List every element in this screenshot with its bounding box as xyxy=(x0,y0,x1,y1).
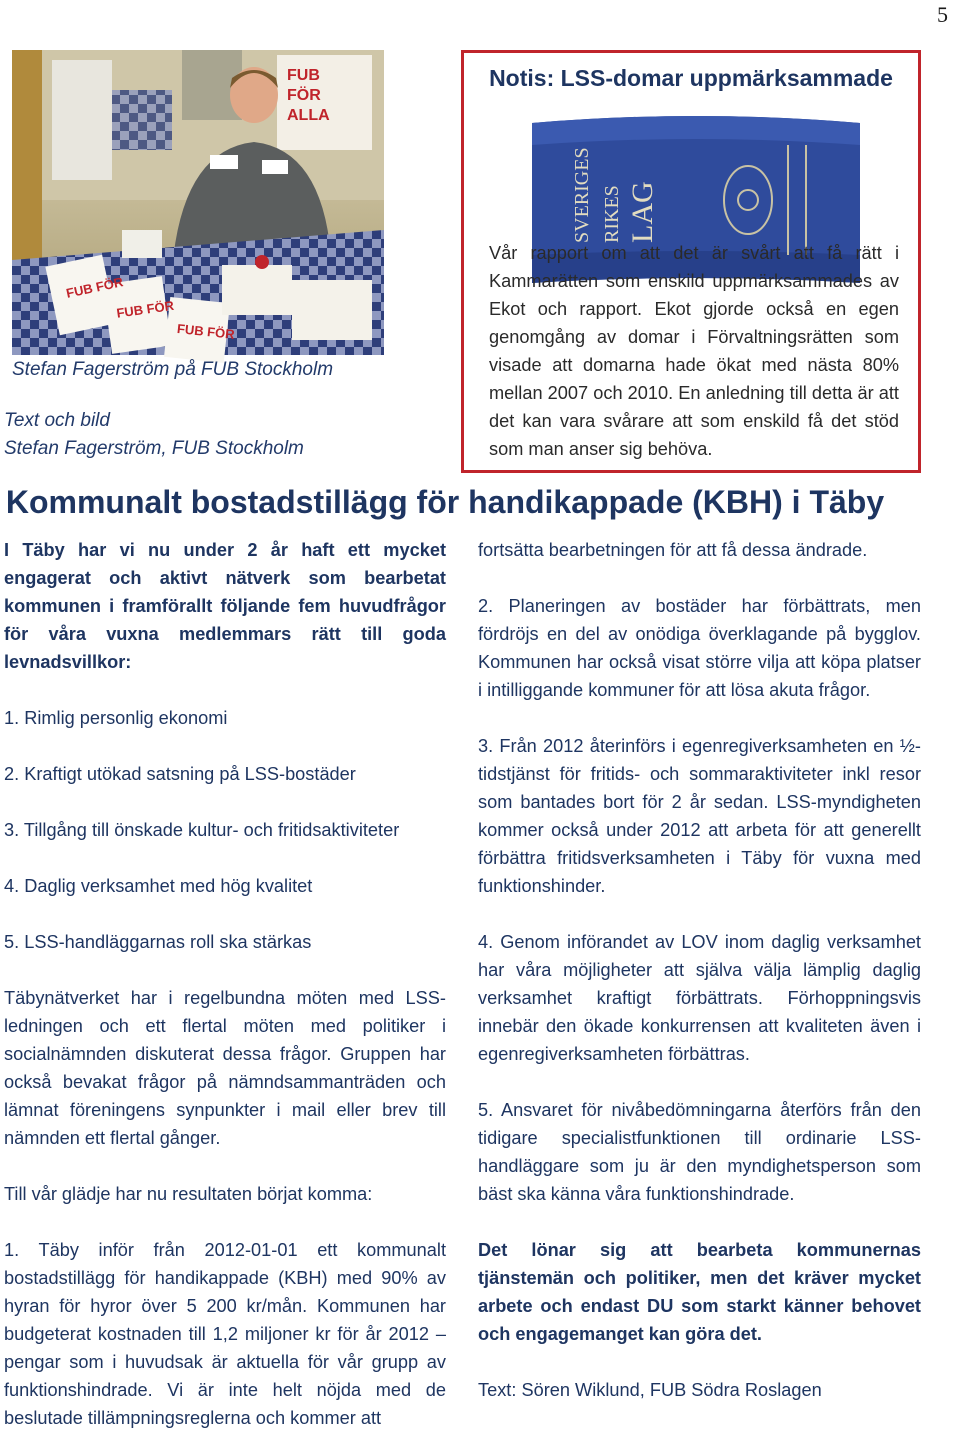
svg-text:RIKES: RIKES xyxy=(601,185,623,243)
svg-text:SVERIGES: SVERIGES xyxy=(571,147,593,243)
list-item-5: 5. LSS-handläggarnas roll ska stärkas xyxy=(4,932,312,952)
article-intro: I Täby har vi nu under 2 år haft ett mycket engagerat och aktivt nätverk som bearbetat kommunen i framförallt följande fem huvudfrågor för våra vuxna medlemmars rätt till goda levnadsvillkor: xyxy=(4,540,446,672)
list-item-1: 1. Rimlig personlig ekonomi xyxy=(4,708,228,728)
photo-caption: Stefan Fagerström på FUB Stockholm xyxy=(12,359,334,380)
svg-text:FUB: FUB xyxy=(287,67,320,84)
svg-text:FUB FÖR: FUB FÖR xyxy=(115,297,175,321)
paragraph-result-3: 3. Från 2012 återinförs i egenregiverksamheten en ½-tidstjänst för fritids- och sommaraktiviteter inkl resor som bantades bort för 2 år sedan. LSS-myndigheten kommer också under 2012 att arbeta för att generellt förbättra fritidsverksamheten i Täby för vuxna med funktionshinder. xyxy=(478,736,921,896)
paragraph-result-4: 4. Genom införandet av LOV inom daglig verksamhet har våra möjligheter att själva välja lämplig daglig verksamhet kraftigt förbättrats. Förhoppningsvis innebär den ökade konkurrensen att kvaliteten även i egenregiverksamheten förbättras. xyxy=(478,932,921,1064)
paragraph-continuation: fortsätta bearbetningen för att få dessa ändrade. xyxy=(478,540,868,560)
paragraph-result-2: 2. Planeringen av bostäder har förbättrats, men fördröjs en del av onödiga överklagande på bygglov. Kommunen har också visat större vilja att köpa platser i intilliggande kommuner för att lösa akuta frågor. xyxy=(478,596,921,700)
article-signature: Text: Sören Wiklund, FUB Södra Roslagen xyxy=(478,1380,822,1400)
article-right-column xyxy=(478,536,921,1404)
paragraph-result-5: 5. Ansvaret för nivåbedömningarna återförs från den tidigare specialistfunktionen till ordinarie LSS-handläggare som ju är den myndighetsperson som bäst ska känna våra funktionshindrade. xyxy=(478,1100,921,1204)
photo-credit-line2: Stefan Fagerström, FUB Stockholm xyxy=(4,438,304,459)
article-left-column xyxy=(4,536,446,1432)
paragraph-conclusion: Det lönar sig att bearbeta kommunernas tjänstemän och politiker, men det kräver mycket arbete och endast DU som starkt känner behovet och engagemanget kan göra det. xyxy=(478,1240,921,1344)
svg-text:FÖR: FÖR xyxy=(287,87,321,104)
photo-stefan-fagerstrom xyxy=(12,50,384,355)
article-headline: Kommunalt bostadstillägg för handikappade (KBH) i Täby xyxy=(5,484,885,520)
photo-credit-line1: Text och bild xyxy=(4,410,110,431)
list-item-2: 2. Kraftigt utökad satsning på LSS-bostäder xyxy=(4,764,356,784)
photo-illustration xyxy=(12,50,384,355)
notice-title: Notis: LSS-domar uppmärksammade xyxy=(489,65,893,91)
list-item-3: 3. Tillgång till önskade kultur- och fritidsaktiviteter xyxy=(4,820,400,840)
list-item-4: 4. Daglig verksamhet med hög kvalitet xyxy=(4,876,313,896)
svg-text:LAG: LAG xyxy=(626,181,659,243)
svg-text:FUB FÖR: FUB FÖR xyxy=(176,320,236,342)
svg-text:FUB FÖR: FUB FÖR xyxy=(64,274,125,301)
page-number: 5 xyxy=(937,2,948,27)
paragraph-result-1: 1. Täby inför från 2012-01-01 ett kommunalt bostadstillägg för handikappade (KBH) med 90% av hyran för hyror över 5 200 kr/mån. Kommunen har budgeterat kostnaden till 1,2 miljoner kr för år 2012 – pengar som i huvudsak är aktuella för vår grupp av funktionshindrade. Vi är inte helt nöjda med de beslutade tillämpningsreglerna och kommer att xyxy=(4,1240,446,1428)
notice-body: Vår rapport om att det är svårt att få rätt i Kammarätten som enskild uppmärksammades av Ekot och rapport. Ekot gjorde också en egen genomgång av domar i Förvaltningsrätten som visade att domarna hade ökat med nästa 80% mellan 2007 och 2010. En anledning till detta är att det kan vara svårare att som enskild få det stöd som man anser sig behöva. xyxy=(489,243,899,459)
photo-credit xyxy=(4,407,384,463)
svg-text:ALLA: ALLA xyxy=(287,107,330,124)
paragraph-results-intro: Till vår glädje har nu resultaten börjat komma: xyxy=(4,1184,373,1204)
paragraph-network: Täbynätverket har i regelbundna möten med LSS-ledningen och ett flertal möten med politiker i socialnämnden diskuterat dessa frågor. Gruppen har också bevakat frågor på nämndsammanträden och lämnat föreningens synpunkter i mail eller brev till nämnden ett flertal gånger. xyxy=(4,988,446,1148)
notice-box xyxy=(461,50,921,473)
